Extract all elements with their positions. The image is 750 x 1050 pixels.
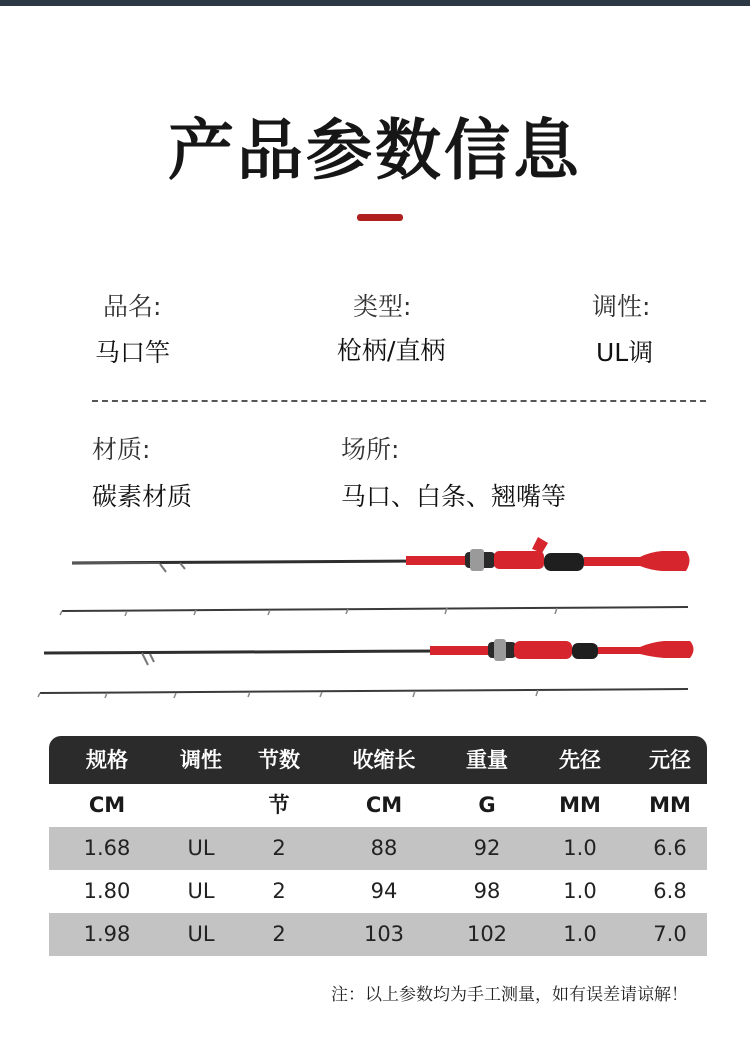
column-header-action: 调性 <box>180 747 222 772</box>
table-row <box>49 913 707 956</box>
spec-name-label: 品名: <box>103 292 162 321</box>
spec-name-value: 马口竿 <box>95 338 171 367</box>
spec-type-label: 类型: <box>353 292 412 321</box>
table-cell: 88 <box>370 836 398 860</box>
table-cell: 94 <box>370 879 398 903</box>
table-cell: 98 <box>473 879 501 903</box>
divider <box>92 400 706 402</box>
spec-action-value: UL调 <box>596 338 654 367</box>
table-cell: 6.6 <box>653 836 687 860</box>
table-cell: 1.68 <box>83 836 131 860</box>
spec-material-value: 碳素材质 <box>92 482 193 511</box>
table-cell: 7.0 <box>653 922 687 946</box>
table-cell: UL <box>187 879 215 903</box>
page-title: 产品参数信息 <box>168 112 582 189</box>
title-accent-line <box>357 214 403 221</box>
unit-cell: CM <box>365 793 403 817</box>
table-cell: 6.8 <box>653 879 687 903</box>
column-header-sections: 节数 <box>258 747 300 772</box>
table-cell: 1.0 <box>563 922 597 946</box>
table-cell: 1.0 <box>563 879 597 903</box>
spec-type-value: 枪柄/直柄 <box>337 336 446 365</box>
spec-venue-label: 场所: <box>341 435 400 464</box>
spec-table <box>49 736 707 956</box>
table-header-row <box>49 736 707 784</box>
unit-cell: 节 <box>268 793 290 817</box>
unit-cell: MM <box>559 793 601 817</box>
column-header-tip-diameter: 先径 <box>559 747 601 772</box>
table-unit-row <box>49 784 707 827</box>
spec-material-label: 材质: <box>92 435 151 464</box>
spinning-rod-tip-section <box>38 689 688 698</box>
table-cell: 1.98 <box>83 922 131 946</box>
casting-rod-tip-section <box>60 607 688 616</box>
table-cell: UL <box>187 922 215 946</box>
column-header-weight: 重量 <box>466 747 508 772</box>
table-row <box>49 870 707 913</box>
table-cell: 1.0 <box>563 836 597 860</box>
spinning-rod-image <box>44 639 694 665</box>
column-header-spec: 规格 <box>86 747 128 772</box>
table-cell: 102 <box>466 922 508 946</box>
table-cell: 92 <box>473 836 501 860</box>
table-cell: UL <box>187 836 215 860</box>
table-row <box>49 827 707 870</box>
spec-action-label: 调性: <box>592 292 651 321</box>
casting-rod-image <box>72 537 690 572</box>
table-cell: 1.80 <box>83 879 131 903</box>
spec-venue-value: 马口、白条、翘嘴等 <box>341 482 567 511</box>
column-header-butt-diameter: 元径 <box>649 747 691 772</box>
top-bar <box>0 0 750 6</box>
measurement-note: 注：以上参数均为手工测量，如有误差请谅解！ <box>331 985 688 1005</box>
table-cell: 2 <box>272 836 286 860</box>
table-cell: 103 <box>363 922 405 946</box>
table-cell: 2 <box>272 879 286 903</box>
unit-cell: MM <box>649 793 691 817</box>
unit-cell: G <box>478 793 496 817</box>
unit-cell: CM <box>88 793 126 817</box>
column-header-closed-length: 收缩长 <box>352 747 416 772</box>
rod-illustration <box>0 535 750 715</box>
table-cell: 2 <box>272 922 286 946</box>
